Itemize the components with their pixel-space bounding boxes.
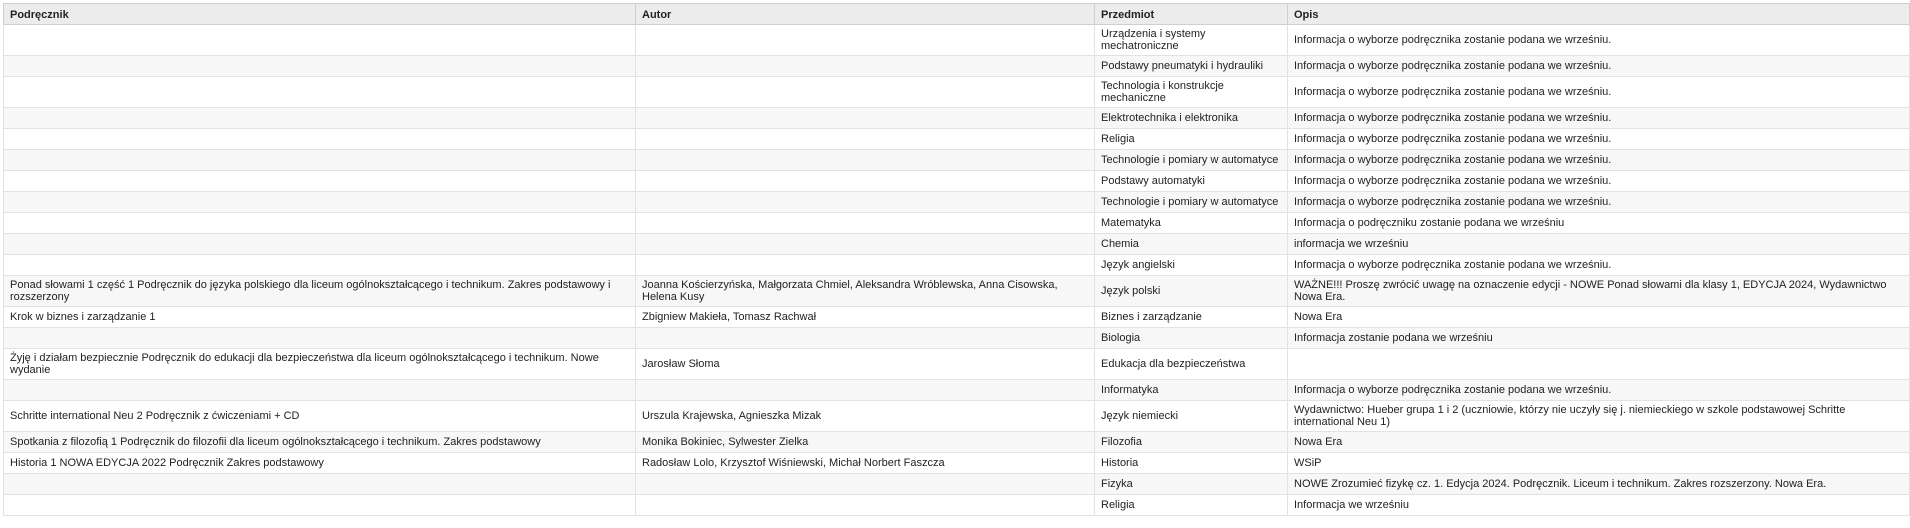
cell-subject: Historia (1095, 453, 1288, 474)
cell-subject: Informatyka (1095, 380, 1288, 401)
table-row (4, 328, 1910, 349)
cell-subject: Elektrotechnika i elektronika (1095, 108, 1288, 129)
cell-textbook (4, 150, 636, 171)
table-row (4, 349, 1910, 380)
header-author[interactable]: Autor (636, 4, 1095, 25)
table-row (4, 213, 1910, 234)
cell-author (636, 171, 1095, 192)
cell-textbook (4, 328, 636, 349)
cell-author (636, 129, 1095, 150)
cell-subject: Filozofia (1095, 432, 1288, 453)
cell-subject: Podstawy automatyki (1095, 171, 1288, 192)
cell-textbook (4, 77, 636, 108)
cell-textbook (4, 255, 636, 276)
cell-description: WSiP (1288, 453, 1910, 474)
cell-author (636, 108, 1095, 129)
cell-author (636, 150, 1095, 171)
table-row (4, 474, 1910, 495)
header-textbook[interactable]: Podręcznik (4, 4, 636, 25)
cell-author (636, 255, 1095, 276)
cell-description: Informacja o wyborze podręcznika zostanie podana we wrześniu. (1288, 56, 1910, 77)
cell-textbook (4, 380, 636, 401)
cell-description: Informacja o wyborze podręcznika zostanie podana we wrześniu. (1288, 77, 1910, 108)
cell-author (636, 192, 1095, 213)
cell-subject: Urządzenia i systemy mechatroniczne (1095, 25, 1288, 56)
cell-textbook (4, 56, 636, 77)
table-row (4, 255, 1910, 276)
cell-textbook: Schritte international Neu 2 Podręcznik z ćwiczeniami + CD (4, 401, 636, 432)
cell-subject: Biologia (1095, 328, 1288, 349)
table-row (4, 453, 1910, 474)
cell-description (1288, 349, 1910, 380)
cell-description: NOWE Zrozumieć fizykę cz. 1. Edycja 2024. Podręcznik. Liceum i technikum. Zakres rozszerzony. Nowa Era. (1288, 474, 1910, 495)
cell-textbook (4, 213, 636, 234)
cell-subject: Chemia (1095, 234, 1288, 255)
cell-textbook (4, 108, 636, 129)
cell-description: Informacja o wyborze podręcznika zostanie podana we wrześniu. (1288, 192, 1910, 213)
cell-description: Informacja we wrześniu (1288, 495, 1910, 516)
cell-subject: Język angielski (1095, 255, 1288, 276)
cell-textbook (4, 234, 636, 255)
cell-subject: Technologia i konstrukcje mechaniczne (1095, 77, 1288, 108)
cell-author (636, 213, 1095, 234)
cell-textbook (4, 192, 636, 213)
table-row (4, 401, 1910, 432)
table-row (4, 276, 1910, 307)
cell-description: Informacja o wyborze podręcznika zostanie podana we wrześniu. (1288, 129, 1910, 150)
table-row (4, 150, 1910, 171)
cell-description: Wydawnictwo: Hueber grupa 1 i 2 (uczniowie, którzy nie uczyły się j. niemieckiego w szkole podstawowej Schritte international Neu 1) (1288, 401, 1910, 432)
cell-author (636, 474, 1095, 495)
cell-subject: Religia (1095, 129, 1288, 150)
cell-textbook: Historia 1 NOWA EDYCJA 2022 Podręcznik Zakres podstawowy (4, 453, 636, 474)
cell-author: Radosław Lolo, Krzysztof Wiśniewski, Michał Norbert Faszcza (636, 453, 1095, 474)
header-subject[interactable]: Przedmiot (1095, 4, 1288, 25)
cell-subject: Fizyka (1095, 474, 1288, 495)
cell-textbook: Żyję i działam bezpiecznie Podręcznik do edukacji dla bezpieczeństwa dla liceum ogólnokształcącego i technikum. Nowe wydanie (4, 349, 636, 380)
cell-description: informacja we wrześniu (1288, 234, 1910, 255)
cell-textbook (4, 171, 636, 192)
cell-author (636, 77, 1095, 108)
cell-subject: Technologie i pomiary w automatyce (1095, 150, 1288, 171)
cell-author (636, 328, 1095, 349)
cell-author: Joanna Kościerzyńska, Małgorzata Chmiel, Aleksandra Wróblewska, Anna Cisowska, Helena Kusy (636, 276, 1095, 307)
cell-textbook: Ponad słowami 1 część 1 Podręcznik do języka polskiego dla liceum ogólnokształcącego i technikum. Zakres podstawowy i rozszerzony (4, 276, 636, 307)
cell-author: Zbigniew Makieła, Tomasz Rachwał (636, 307, 1095, 328)
table-row (4, 56, 1910, 77)
cell-author: Jarosław Słoma (636, 349, 1095, 380)
table-row (4, 234, 1910, 255)
table-row (4, 192, 1910, 213)
header-description[interactable]: Opis (1288, 4, 1910, 25)
table-row (4, 129, 1910, 150)
cell-textbook (4, 129, 636, 150)
table-header-row (4, 4, 1910, 25)
cell-author: Monika Bokiniec, Sylwester Zielka (636, 432, 1095, 453)
table-row (4, 307, 1910, 328)
cell-author (636, 25, 1095, 56)
cell-description: Informacja o wyborze podręcznika zostanie podana we wrześniu. (1288, 108, 1910, 129)
cell-textbook (4, 495, 636, 516)
cell-subject: Podstawy pneumatyki i hydrauliki (1095, 56, 1288, 77)
cell-textbook: Krok w biznes i zarządzanie 1 (4, 307, 636, 328)
table-row (4, 25, 1910, 56)
cell-description: Informacja o wyborze podręcznika zostanie podana we wrześniu. (1288, 150, 1910, 171)
cell-description: Nowa Era (1288, 432, 1910, 453)
cell-subject: Technologie i pomiary w automatyce (1095, 192, 1288, 213)
table-row (4, 432, 1910, 453)
cell-description: Informacja o wyborze podręcznika zostanie podana we wrześniu. (1288, 255, 1910, 276)
cell-textbook (4, 474, 636, 495)
cell-textbook: Spotkania z filozofią 1 Podręcznik do filozofii dla liceum ogólnokształcącego i technikum. Zakres podstawowy (4, 432, 636, 453)
cell-description: Informacja o wyborze podręcznika zostanie podana we wrześniu. (1288, 25, 1910, 56)
cell-author (636, 56, 1095, 77)
cell-subject: Język niemiecki (1095, 401, 1288, 432)
cell-subject: Język polski (1095, 276, 1288, 307)
table-row (4, 495, 1910, 516)
cell-author: Urszula Krajewska, Agnieszka Mizak (636, 401, 1095, 432)
cell-description: WAŻNE!!! Proszę zwrócić uwagę na oznaczenie edycji - NOWE Ponad słowami dla klasy 1, EDYCJA 2024, Wydawnictwo Nowa Era. (1288, 276, 1910, 307)
cell-subject: Biznes i zarządzanie (1095, 307, 1288, 328)
cell-subject: Matematyka (1095, 213, 1288, 234)
table-row (4, 380, 1910, 401)
cell-description: Informacja o wyborze podręcznika zostanie podana we wrześniu. (1288, 380, 1910, 401)
table-row (4, 77, 1910, 108)
table-row (4, 108, 1910, 129)
cell-description: Informacja o podręczniku zostanie podana we wrześniu (1288, 213, 1910, 234)
textbook-table (3, 3, 1910, 516)
cell-description: Nowa Era (1288, 307, 1910, 328)
cell-textbook (4, 25, 636, 56)
cell-author (636, 495, 1095, 516)
cell-subject: Edukacja dla bezpieczeństwa (1095, 349, 1288, 380)
cell-description: Informacja o wyborze podręcznika zostanie podana we wrześniu. (1288, 171, 1910, 192)
cell-subject: Religia (1095, 495, 1288, 516)
cell-author (636, 234, 1095, 255)
cell-author (636, 380, 1095, 401)
cell-description: Informacja zostanie podana we wrześniu (1288, 328, 1910, 349)
table-row (4, 171, 1910, 192)
